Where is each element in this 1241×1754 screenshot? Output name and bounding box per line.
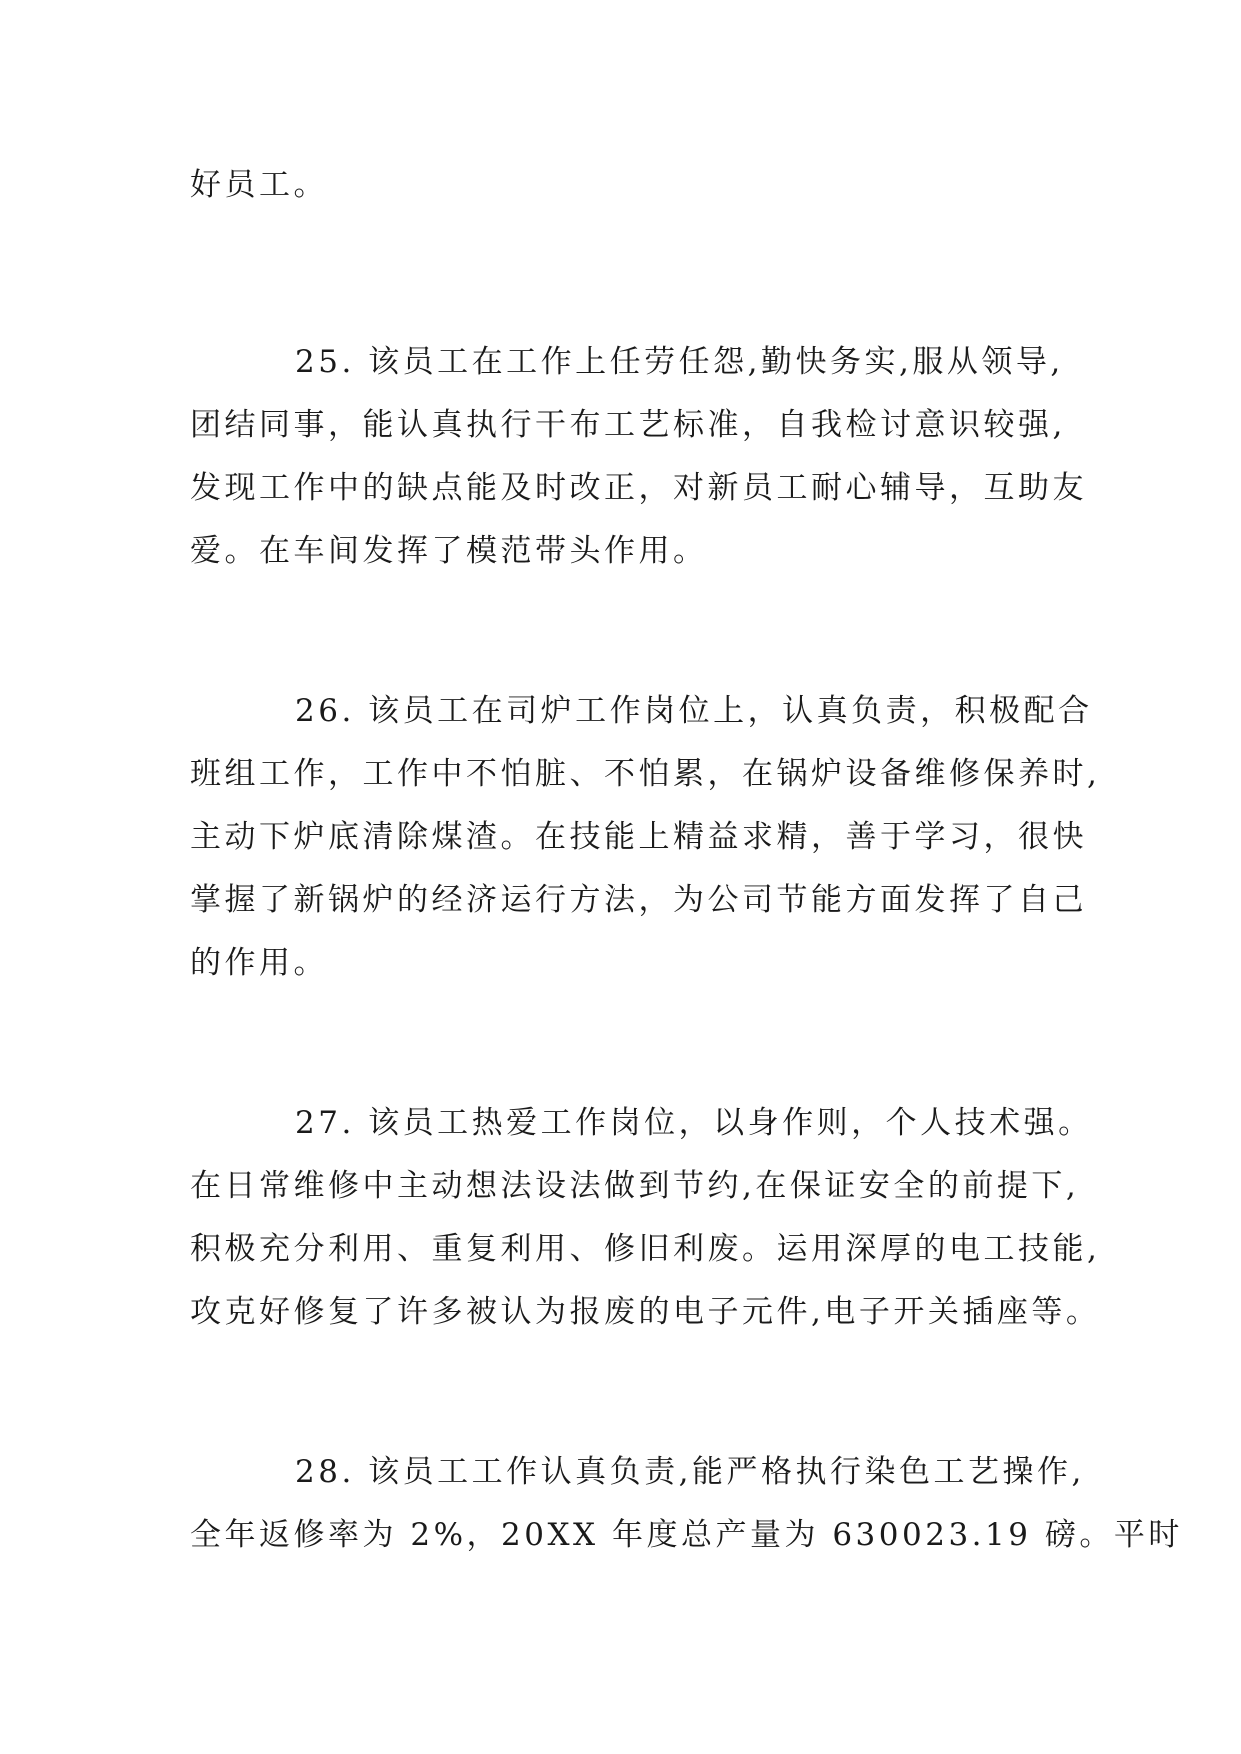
- paragraph-line: 主动下炉底清除煤渣。在技能上精益求精，善于学习，很快: [190, 819, 1087, 855]
- paragraph-line: 28. 该员工工作认真负责,能严格执行染色工艺操作,: [295, 1454, 1085, 1490]
- paragraph-line: 发现工作中的缺点能及时改正，对新员工耐心辅导，互助友: [190, 470, 1087, 506]
- paragraph-line: 爱。在车间发挥了模范带头作用。: [190, 533, 708, 569]
- paragraph-line: 27. 该员工热爱工作岗位，以身作则，个人技术强。: [295, 1105, 1093, 1141]
- paragraph-line: 掌握了新锅炉的经济运行方法，为公司节能方面发挥了自己: [190, 882, 1087, 918]
- paragraph-line: 好员工。: [190, 167, 328, 203]
- paragraph-line: 团结同事，能认真执行干布工艺标准，自我检讨意识较强,: [190, 407, 1066, 443]
- paragraph-line: 攻克好修复了许多被认为报废的电子元件,电子开关插座等。: [190, 1294, 1101, 1330]
- paragraph-line: 26. 该员工在司炉工作岗位上，认真负责，积极配合: [295, 693, 1093, 729]
- paragraph-line: 班组工作，工作中不怕脏、不怕累，在锅炉设备维修保养时,: [190, 756, 1101, 792]
- paragraph-line: 全年返修率为 2%，20XX 年度总产量为 630023.19 磅。平时: [190, 1517, 1183, 1553]
- paragraph-line: 25. 该员工在工作上任劳任怨,勤快务实,服从领导,: [295, 344, 1064, 380]
- paragraph-line: 积极充分利用、重复利用、修旧利废。运用深厚的电工技能,: [190, 1231, 1101, 1267]
- paragraph-line: 的作用。: [190, 945, 328, 981]
- paragraph-line: 在日常维修中主动想法设法做到节约,在保证安全的前提下,: [190, 1168, 1080, 1204]
